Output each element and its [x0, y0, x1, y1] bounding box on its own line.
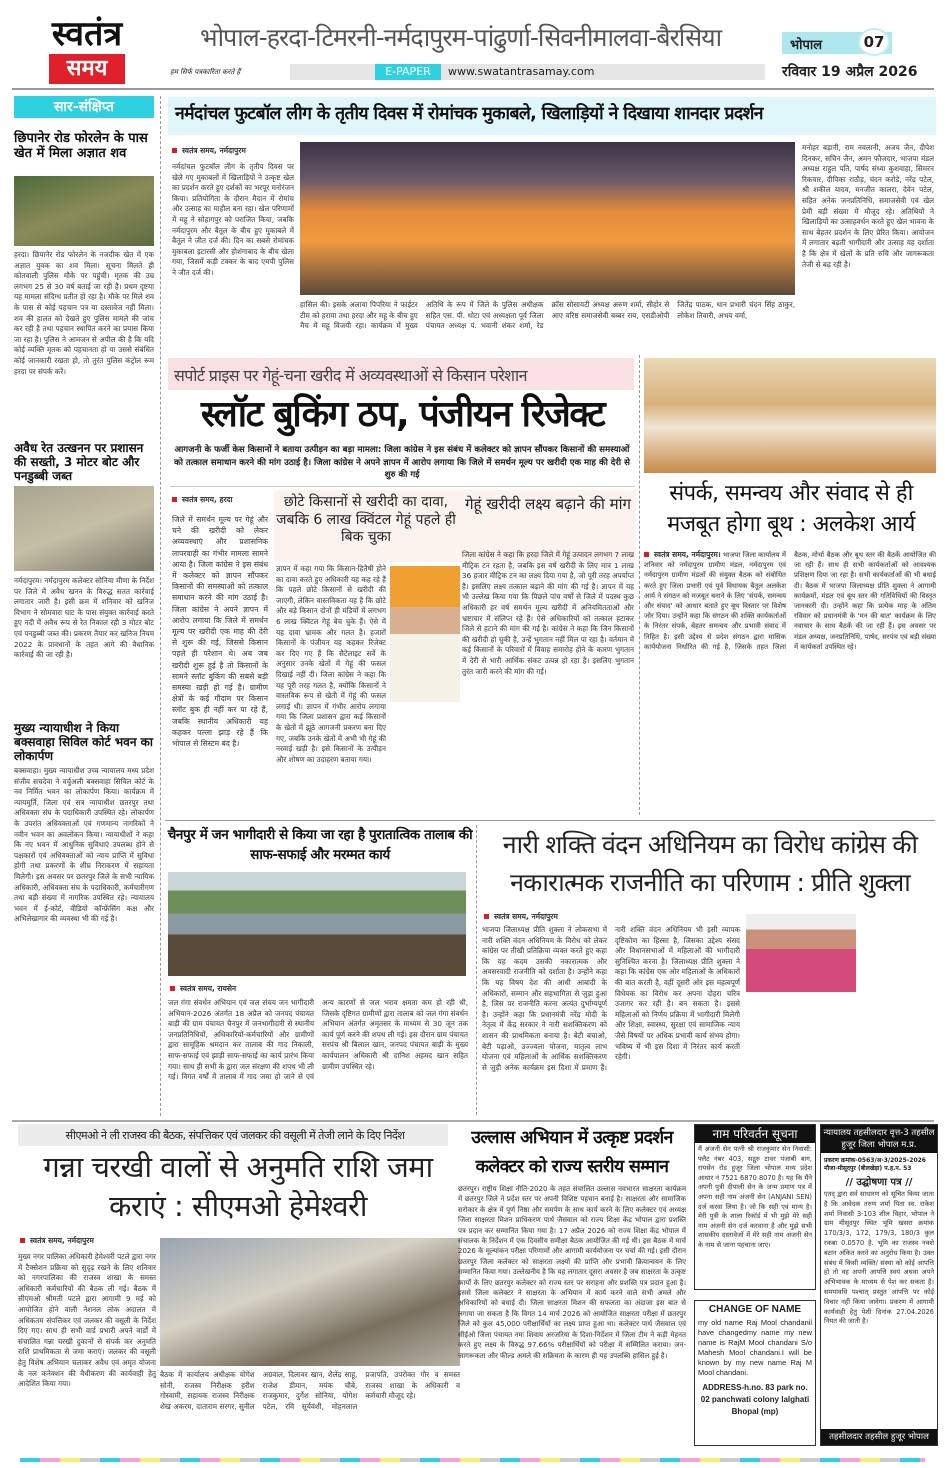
booth-body-text: भाजपा जिला कार्यालय में शनिवार को नर्मदापुरम ग्रामीण मंडल, नर्मदापुरम एवं नर्मदापुरम ग्रामीण मंडलों की संयुक्त बैठक को संबोधित करते हुए जिला प्रभारी एवं पूर्व विधायक बैतूल अलकेश आर्य ने संगठन को मजबूत बनाने के लिए 'संपर्क, समन्वय और संवाद' को आधार बताते हुए बूथ विस्तार पर विशेष जोर दिया। उन्होंने कहा कि संगठन की शक्ति कार्यकर्ताओं के निरंतर संपर्क, बेहतर समन्वय और प्रभावी संवाद में निहित है। इसी उद्देश्य से प्रदेश संगठन द्वारा मासिक कार्ययोजना निर्धारित की गई है, जिसके तहत जिला बैठक, मोर्चा बैठक और बूथ स्तर की बैठकें आयोजित की जा रही हैं। साथ ही सभी कार्यकर्ताओं को आवश्यक प्रशिक्षण दिया जा रहा है। सभी कार्यकर्ताओं की भी बधाई दी। बैठक में भाजपा जिलाध्यक्ष प्रीति शुक्ला ने आगामी कार्यक्रमों, मंडल एवं बूथ स्तर की गतिविधियों की विस्तृत जानकारी दी। उन्होंने कहा कि प्रत्येक माह के अंतिम रविवार को प्रधानमंत्री के 'मन की बात' कार्यक्रम के लिए नवाचार के साथ बैठकें की जा रही हैं। इस अवसर पर मंडल अध्यक्ष, जनप्रतिनिधि, पार्षद, सरपंच एवं बड़ी संख्या में कार्यकर्ता उपस्थित रहे।	[644, 551, 936, 651]
court-body: एतद् द्वारा सर्व साधारण को सूचित किया जाता है कि आवेदक तरुण शर्मा पिता स्व. राकेश शर्मा निवासी 3-103 शील विहार, भोपाल ने ग्राम मीसूदपुर स्थित भूमि खसरा क्रमांक 170/3/3, 172, 179/3, 180/3 कुल रकबा 0.0570 है. भूमि का राजस्व नक्शे बटान अंकित करने का अनुरोध किया है। उक्त संबंध में किसी व्यक्ति/ संस्था को कोई आपत्ति हो तो वह अपनी आपत्ति स्वयं अथवा अपने अभिभावक के माध्यम से पेश कर सकता है। समयावधि पश्चात् प्रस्तुत आपत्ति पर कोई विचार नहीं किया जावेगा। प्रकरण में आगामी कार्यवाही हेतु पेशी दिनांक 27.04.2026 नियत की जाती है।	[824, 1190, 934, 1326]
change-of-name-address: ADDRESS-h.no. 83 park no. 02 panchwati colony lalghati Bhopal (mp)	[700, 1383, 810, 1416]
wheat-sub1-body: ज्ञापन में कहा गया कि किसान-हितैषी होने का दावा करते हुए अधिकारी यह कह रहे हैं कि पहले छोटे किसानों से खरीदी की जाएगी, लेकिन वास्तविकता यह है कि छोटे और बड़े किसान दोनों ही मंडियों में लगभग 6 लाख क्विंटल गेहूं बेच चुके हैं। ऐसे में यह दावा भ्रामक और गलत है। हजारों किसानों के पंजीयन यह कहकर रिजेक्ट कर दिए गए हैं कि सैटेलाइट सर्वे के अनुसार उनके खेतों में गेहूं की फसल दिखाई नहीं दी। जिला कांग्रेस ने कहा कि यह पूरी तरह गलत है, क्योंकि किसानों ने वास्तविक रूप से खेती में गेहूं की फसल लगाई थी। ज्ञापन में गंभीर आरोप लगाया गया कि जिला प्रशासन द्वारा कई किसानों के खेतों में झूठे आगजनी प्रकरण बना दिए गए, जबकि उनके खेतों में अभी भी गेहूं की नरवाई खड़ी है। इसे किसानों के उत्पीड़न और शोषण का उदाहरण बताया गया।	[276, 564, 386, 764]
court-case-number: प्रकरण क्रमांक-0563/अ-3/2025-2026	[824, 1157, 926, 1164]
section-divider-2	[12, 1120, 934, 1122]
change-of-name-title: CHANGE OF NAME	[708, 1304, 802, 1315]
booth-meeting-photo	[644, 358, 936, 473]
sidebar-story3-body: बक्सवाहा। मुख्य न्यायाधीश उच्च न्यायालय मध्य प्रदेश संजीव सचदेवा ने वर्चुअली बक्सवाहा सिविल कोर्ट के नव निर्मित भवन का लोकार्पण किया। कार्यक्रम में न्यायमूर्ति, जिला एवं सत्र न्यायाधीश छतरपुर तथा अधिवक्ता संघ के पदाधिकारी उपस्थित रहे। लोकार्पण के उपरांत अधिवक्ताओं एवं गणमान्य नागरिकों ने नवीन भवन का अवलोकन किया। न्यायाधीशों ने कहा कि नए भवन में आधुनिक सुविधाएं उपलब्ध होने से पक्षकारों एवं अधिवक्ताओं को न्याय प्राप्ति में सुविधा होगी तथा प्रकरणों के शीघ्र निराकरण में सहायता मिलेगी। इस अवसर पर छतरपुर जिले के सभी न्यायिक अधिकारी, अधिवक्ता संघ के पदाधिकारी, कर्मचारीगण तथा बड़ी संख्या में नागरिक उपस्थित रहे। न्यायालय भवन में ई-कोर्ट, वीडियो कॉन्फ्रेंसिंग कक्ष और अभिलेखागार की व्यवस्था भी की गई है।	[14, 766, 154, 924]
color-registration-bar	[20, 1458, 925, 1462]
wheat-sub1-headline: छोटे किसानों से खरीदी का दावा, जबकि 6 लाख क्विंटल गेहूं पहले ही बिक चुका	[276, 494, 456, 545]
wheat-sub2-headline: गेहूं खरीदी लक्ष्य बढ़ाने की मांग	[465, 495, 631, 513]
city-label: भोपाल	[790, 38, 823, 53]
change-of-name-notice	[694, 1300, 816, 1446]
change-of-name-body: my old name Raj Mool chandanil have changedmy name my new name is RajM Mool chandani S/o Mahesh Mool chandani.I will be known by my new name Raj M Mool chandani.	[698, 1318, 812, 1377]
sidebar-story1-body: हरदा। छिपानेर रोड फोरलेन के नजदीक खेत में एक अज्ञात युवक का शव मिला। सूचना मिलते ही कोतवाली पुलिस मौके पर पहुंची। मृतक की उम्र लगभग 25 से 30 वर्ष बताई जा रही है। प्रथम दृष्टया यह मामला संदिग्ध प्रतीत हो रहा है। मौके पर मिले शव के पास से कोई पहचान पत्र या दस्तावेज नहीं मिला। शव की हालत को देखते हुए पुलिस मामले की जांच कर रही है तथा पहचान स्थापित करने का प्रयास किया जा रहा है। पुलिस ने आमजन से अपील की है कि यदि कोई व्यक्ति मृतक को पहचानता हो या उससे संबंधित कोई जानकारी रखता हो, तो तुरंत पुलिस कंट्रोल रूम हरदा पर संपर्क करें।	[14, 250, 154, 376]
wheat-dateline: स्वतंत्र समय, हरदा	[172, 495, 232, 505]
wheat-deck: आगजनी के फर्जी केस किसानों ने बताया उत्पीड़न का बड़ा मामला: जिला कांग्रेस ने इस संबंध में कलेक्टर को ज्ञापन सौंपकर किसानों की समस्याओं को तत्काल समाधान करने की मांग उठाई है। जिला कांग्रेस ने अपने ज्ञापन में आरोप लगाया कि जिले में समर्थन मूल्य पर खरीदी एक माह की देरी से शुरु की गई	[174, 445, 630, 480]
masthead-logo	[28, 14, 146, 88]
center-divider	[639, 355, 640, 815]
football-right-body: मनोहर बड़ानी, राम नवलानी, अजय जैन, दीपेश दिनकर, सचिन जैन, अमन फौजदार, भाजपा मंडल अध्यक्ष राहुल पति, पार्षद संध्या कुशवाहा, सिमरन रिकवार, दीपिका राठौड़, चंदन करोडे, नरेंद्र पटेल, श्री शकील यादव, मनजीत कालरा, देवेन पटेल, सहित अनेक जनप्रतिनिधि, समाजसेवी एवं खेल प्रेमी बड़ी संख्या में मौजूद रहे। अतिथियों ने खिलाड़ियों का उत्साहवर्धन करते हुए खेल भावना के साथ बेहतर प्रदर्शन के लिए प्रेरित किया। आयोजन में लगातार बढ़ती भागीदारी और उत्साह यह दर्शाता है कि क्षेत्र में खेलों के प्रति रुचि और जागरूकता तेजी से बढ़ रही है।	[802, 143, 934, 269]
pond-divider	[476, 825, 477, 1115]
wheat-col1: जिले में समर्थन मूल्य पर गेहूं और चने की खरीदी को लेकर अव्यवस्थाएं और प्रशासनिक लापरवाही का गंभीर मामला सामने आया है। जिला कांग्रेस ने इस संबंध में कलेक्टर को ज्ञापन सौंपकर किसानों की समस्याओं को तत्काल समाधान करने की मांग उठाई है। जिला कांग्रेस ने अपने ज्ञापन में आरोप लगाया कि जिले में समर्थन मूल्य पर खरीदी एक माह की देरी से शुरू की गई, जिससे किसान पहले ही परेशान थे। अब जब खरीदी शुरू हुई है तो किसानों के सामने स्लॉट बुकिंग की सबसे बड़ी समस्या खड़ी हो गई है। ग्रामीण क्षेत्रों के कई गौदाम पर किसान स्लॉट बुक ही नहीं कर पा रहे हैं, जबकि स्थानीय अधिकारी यह कहकर पल्ला झाड़ रहे हैं कि भोपाल से सिस्टम बंद है।	[172, 515, 268, 749]
wheat-congress-leader-photo	[390, 566, 460, 702]
pond-body: जल गंगा संवर्धन अभियान एवं जल संचय जन भागीदारी अभियान-2026 अंतर्गत 18 अप्रैल को जनपद पंचायत बाड़ी की ग्राम पंचायत चैनपुर में जनभागीदारी से स्थानीय जनप्रतिनिधियों, अधिकारियों-कर्मचारियों और ग्रामीणों द्वारा सामूहिक श्रमदान कर तालाब की गाद निकाली, साफ-सफाई एवं झाड़ी साफ-सफाई का कार्य प्रारंभ किया गया। साथ ही सभी के द्वारा जल संरक्षण की शपथ भी ली गई। विगत वर्षों में तालाब में गाद जमा हो जाने से एवं अन्य कारणों से जल भराव क्षमता कम हो रही थी, जिसके दृष्टिगत ग्रामीणों द्वारा तालाब को जल गंगा संवर्धन अभियान अंतर्गत अमृतसर के माध्यम से 30 जून तक कार्य पूर्ण करने की शपथ ली गई। इस दौरान ग्राम पंचायत सरपंच श्री बिलाल खान, जनपद पंचायत बाड़ी के मुख्य कार्यपालन अधिकारी श्री दानिश अहमद खान सहित ग्रामीण उपस्थित रहे।	[168, 998, 468, 1082]
name-change-notice	[694, 1124, 816, 1290]
pond-cleaning-photo	[168, 872, 466, 976]
football-team-photo	[300, 142, 795, 295]
sidebar-story1-photo	[14, 176, 154, 246]
ganna-kicker: सीएमओ ने ली राजस्व की बैठक, संपत्तिकर एवं जलकर की वसूली में तेजी लाने के दिए निर्देश	[65, 1129, 405, 1142]
nari-headline: नारी शक्ति वंदन अधिनियम का विरोध कांग्रेस की नकारात्मक राजनीति का परिणाम : प्रीति शुक्ला	[502, 830, 918, 897]
preeti-shukla-photo	[746, 914, 856, 992]
nari-body: भाजपा जिलाध्यक्ष प्रीति शुक्ला ने लोकसभा में नारी शक्ति वंदन अधिनियम के विरोध को लेकर कांग्रेस पर तीखी प्रतिक्रिया व्यक्त करते हुए कहा कि यह कदम उसकी नकारात्मक और अवसरवादी राजनीति को दर्शाता है। उन्होंने कहा कि यह विषय देश की आधी आबादी के अधिकारों, सम्मान और सहभागिता से जुड़ा हुआ है, जिस पर राजनीति करना अत्यंत दुर्भाग्यपूर्ण है। उन्होंने कहा कि प्रधानमंत्री नरेंद्र मोदी के नेतृत्व में केंद्र सरकार ने नारी सशक्तिकरण को शासन की प्राथमिकता बनाया है। बेटी बचाओ, बेटी पढ़ाओ, उज्ज्वला योजना, मातृत्व लाभ योजना एवं महिलाओं के आर्थिक सशक्तिकरण से जुड़ी अनेक कार्यक्रम इस दिशा में प्रमाण हैं। नारी शक्ति वंदन अधिनियम भी इसी व्यापक दृष्टिकोण का हिस्सा है, जिसका उद्देश्य संसद और विधानसभाओं में महिलाओं की भागीदारी सुनिश्चित करना है। जिलाध्यक्ष प्रीति शुक्ला ने कहा कि कांग्रेस एक ओर महिलाओं के अधिकारों की बात करती है, वहीं दूसरी ओर इस महत्वपूर्ण विधेयक का विरोध कर अपना दोहरा चरित्र उजागर कर रही है। बन सकता है। इससे महिलाओं को निर्णय प्रक्रिया में भागीदारी मिलेगी और शिक्षा, स्वास्थ्य, सुरक्षा एवं सामाजिक न्याय जैसे विषयों पर अधिक प्रभावी कार्य संभव होगा। भविष्य में भी इस दिशा में निरंतर कार्य करती रहेगी।	[482, 925, 740, 1072]
logo-bottom: समय	[49, 54, 125, 84]
wheat-sub1-body-cont	[390, 706, 460, 814]
masthead-divider	[12, 88, 934, 90]
website-link[interactable]: www.swatantrasamay.com	[448, 65, 595, 78]
name-change-body: मैं अंजनी सेन पत्नी श्री राजकुमार सेन निवासी: फ्लैट नंबर 403, सद्गुरु टावर पंजाबी बाग, रायसेन रोड हुजूर जिला भोपाल मध्य प्रदेश आधार नं 7521 6870 8070 है। यह कि मैंने अपनी पुत्री दीपाली सेन के जन्म प्रमाण पत्र में अपना सही नाम अंजनी सेन (ANJANI SEN) दर्ज करवा लिया है। जो कि सही एवं मान्य है। मेरी पुत्री के शाला रिकॉर्ड में भी मुझे मेरे सही नाम अंजनी सेन दर्ज करवाना है और मुझे सभी शासकीय दस्तावेजों में मेरे सही नाम अंजनी सेन के नाम से जाना पहचाना जाए।	[698, 1145, 812, 1249]
ganna-caption: बैठक में कार्यालय अधीक्षक योगेश सोनी, राजस्व निरीक्षक हरीश गोस्वामी, सहायक राजस्व निरीक्षक शेख अकरम, दाताराम सरगर, सुनील अग्रवाल, दिलावर खान, शैलेंद्र साहू, राजेश डीमान, मयंक चौबे, राजकुमार, दुर्गेश सोनिया, योगेश पटेल, रवि सूर्यवंशी, मोहनलाल प्रजापति, उपरोक्त गौर व समस्त राजस्व शाखा के अधिकारी व कर्मचारी मौजूद रहे।	[160, 1370, 460, 1411]
ganna-headline: गन्ना चरखी वालों से अनुमति राशि जमा कराएं : सीएमओ हेमेश्वरी	[43, 1150, 433, 1223]
sidebar-story1-headline: छिपानेर रोड फोरलेन के पास खेत में मिला अज्ञात शव	[14, 131, 148, 161]
tagline: हम सिर्फ पत्रकारिता करते हैं	[170, 68, 241, 76]
logo-top: स्वतंत्र	[51, 14, 123, 54]
court-subtitle: // उद्घोषणा पत्र //	[845, 1177, 913, 1188]
wheat-sub2-body: जिला कांग्रेस ने कहा कि हरदा जिले में गेहूं उत्पादन लगभग 7 लाख मीट्रिक टन रहता है, जबकि इस वर्ष खरीदी के लिए मात्र 1 लाख 36 हजार मीट्रिक टन का लक्ष्य दिया गया है, जो पूरी तरह अपर्याप्त है। इसलिए लक्ष्य तत्काल बढ़ाने की मांग की गई है। ज्ञापन में यह भी उल्लेख किया गया कि पिछले पांच वर्षों से जिले में पदस्थ कुछ अधिकारी हर वर्ष समर्थन मूल्य खरीदी में अनियमितताओं और भ्रष्टाचार में संलिप्त रहे हैं। ऐसे अधिकारियों को तत्काल हटाकर जिले से हटाने की मांग की गई है। कांग्रेस ने कहा कि जिन किसानों की खरीदी हो चुकी है, उन्हें भुगतान नहीं मिल पा रहा है। वर्तमान में कई किसानों के परिवारों में विवाह समारोह होने के कारण भुगतान में देरी से भारी आर्थिक संकट उत्पन्न हो रहा है। इसलिए भुगतान तुरंत जारी करने की मांग की गई।	[462, 550, 634, 676]
court-notice-title: न्यायालय तहसीलदार वृत्त-3 तहसील हुजूर जिला भोपाल म.प्र.	[821, 1125, 937, 1153]
ganna-body: मुख्य नगर पालिका अधिकारी हेमेश्वरी पटले द्वारा नगर में टैक्सेशन प्रक्रिया को सुदृढ़ रखने के लिए शनिवार को नगरपालिका की राजस्व शाखा के समस्त अधिकारी कर्मचारियों की बैठक ली गई। बैठक में सीएमओ श्रीमती पटले द्वारा आगामी 9 मई को आयोजित होने वाली नेशनल लोक अदालत में अधिकतम संपत्तिकर एवं जलकर की वसूली के निर्देश दिए गए। साथ ही सभी वार्ड प्रभारी अपने वार्डों में संचालित गन्ना चरखी दुकानों से संपर्क कर अनुमति राशि प्राथमिकता से जमा कराएं। जलकर की वसूली हेतु विशेष अभियान चलाकर अवैध एवं अमृत योजना के नल कनेक्शन की वैधीकरण की कार्यवाही हेतु आदेशित किया गया।	[18, 1252, 156, 1389]
ullas-headline: उल्लास अभियान में उत्कृष्ट प्रदर्शन कलेक्टर को राज्य स्तरीय सम्मान	[471, 1128, 673, 1177]
sidebar-divider	[160, 96, 161, 1116]
pond-dateline: स्वतंत्र समय, रायसेन	[170, 984, 236, 994]
court-village: मौजा-मीसूदपुर (बीलखेड़ा) प.ह.न. 53	[824, 1165, 912, 1172]
wheat-kicker: सपोर्ट प्राइस पर गेहूं-चना खरीद में अव्यवस्थाओं से किसान परेशान	[174, 366, 527, 385]
page-number: 07	[858, 28, 890, 56]
section-divider-1	[165, 820, 935, 821]
pond-headline: चैनपुर में जन भागीदारी से किया जा रहा है पुरातात्विक तालाब की साफ-सफाई और मरम्मत कार्य	[167, 827, 473, 863]
nari-body-right	[862, 912, 936, 1112]
football-dateline: स्वतंत्र समय, नर्मदापुरम	[172, 146, 246, 156]
court-notice	[820, 1124, 938, 1446]
football-caption-body: हासिल की। इसके अलावा पिपरिया ने फाईटर टीम को हराया तथा हरदा और महू के बीच हुए मैच में महू विजयी रहा। कार्यक्रम में मुख्य अतिथि के रूप में जिले के पुलिस अधीक्षक सहित एस. पी. धोटा एवं अध्यक्षता पूर्व जिला पंचायत अध्यक्ष पं. भवानी शंकर शर्मा, रेड क्रॉस सोसायटी अध्यक्ष अरुण शर्मा, सीहोर से आए वरिष्ठ समाजसेवी बब्बर राय, एसडीओपी जितेंद्र पाठक, धान प्रभारी चंदन सिंह ठाकुर, लोकेश तिवारी, अभय वर्मा,	[300, 300, 795, 331]
ullas-body: छतरपुर। राष्ट्रीय शिक्षा नीति-2020 के तहत संचालित उल्लास नवभारत साक्षरता कार्यक्रम में छतरपुर जिले ने प्रदेश स्तर पर अपनी विशिष्ट पहचान बनाई है। साक्षरता और सामाजिक सरोकार के क्षेत्र में पूर्ण निष्ठा और समर्पण के साथ कार्य करने के लिए कलेक्टर एवं अध्यक्ष जिला साक्षरता मिशन प्राधिकरण पार्थ जैसवाल को राज्य शिक्षा केंद्र भोपाल द्वारा प्रशस्ति पत्र प्रदान कर सम्मानित किया गया है। 17 अप्रैल 2026 को राज्य शिक्षा केंद्र भोपाल में संचालक के निर्देशन में एक दिवसीय समीक्षा बैठक आयोजित की गई थी। इस बैठक में मार्च 2026 के मूल्यांकन परीक्षा परिणामों और आगामी कार्ययोजना पर चर्चा की गई। इसी दौरान छतरपुर जिला कलेक्टर को साक्षरता लक्ष्यों की प्राप्ति और प्रभावी क्रियान्वयन के लिए सम्मानित किया गया। उल्लेखनीय है कि यह लगातार दूसरा अवसर है जब साक्षरता के उत्कृष्ट कार्यों के लिए छतरपुर कलेक्टर को राज्य स्तर पर सराहना और प्रशस्ति पत्र प्रदान हुआ है। इससे जिला कलेक्टर ने साक्षरता के अभियान में कार्य करने वाले सभी अमले और अधिकारियों को बधाई दी। जिला साक्षरता मिशन की सफलता का अंदाजा इस बात से लगाया जा सकता है कि विगत 14 मार्च 2026 को आयोजित साक्षरता परीक्षा में छतरपुर जिले को कुल 45,000 परीक्षार्थियों का लक्ष्य प्राप्त हुआ था। कलेक्टर पार्थ जैसवाल एवं सीईओ जिला पंचायत नमः शिवाय अरजरिया के दिशा-निर्देशन में जिला टीम ने कड़ी मेहनत करते हुए लक्ष्य के विरुद्ध 97.66% परीक्षार्थियों को परीक्षा में सम्मिलित कराया। जन-जागरूकता और फील्ड अमले की सक्रियता के कारण ही यह उपलब्धि हासिल हुई है।	[458, 1185, 686, 1360]
booth-dateline: स्वतंत्र समय, नर्मदापुरम।	[644, 550, 721, 559]
nari-dateline: स्वतंत्र समय, नर्मदापुरम	[484, 912, 558, 922]
booth-headline: संपर्क, समन्वय और संवाद से ही मजबूत होगा बूथ : अलकेश आर्य	[667, 481, 915, 537]
booth-body	[644, 550, 936, 815]
sidebar-story2-headline: अवैध रेत उत्खनन पर प्रशासन की सख्ती, 3 मोटर बोट और पनडुब्बी जब्त	[14, 441, 144, 483]
sidebar-section-title: सार-संक्षिप्त	[14, 96, 154, 118]
ganna-dateline: स्वतंत्र समय, नर्मदापुरम	[20, 1236, 94, 1246]
sidebar-story3-headline: मुख्य न्यायाधीश ने किया बक्सवाहा सिविल कोर्ट भवन का लोकार्पण	[14, 721, 154, 763]
epaper-label: E-PAPER	[375, 64, 441, 80]
edition-list: भोपाल-हरदा-टिमरनी-नर्मदापुरम-पांढुर्णा-सिवनीमालवा-बैरसिया	[200, 23, 722, 52]
sidebar-story2-photo	[14, 486, 154, 571]
sidebar-story2-body: नर्मदापुरम। नर्मदापुरम कलेक्टर सोनिया मीणा के निर्देश पर जिले में अवैध खनन के विरुद्ध सतत कार्रवाई लगातार जारी है। इसी क्रम में शनिवार को खनिज विभाग ने सोमवारा घाट के पास संयुक्त कार्रवाई करते हुए नदी में अवैध रूप से रेत निकाल रही 3 मोटर बोट एवं पनडुब्बी जब्त की। प्रकरण तैयार कर खनिज नियम 2022 के प्रावधानों के तहत आगे की वैधानिक कार्रवाई की जा रही है।	[14, 576, 154, 660]
wheat-divider	[170, 486, 635, 487]
issue-date: रविवार 19 अप्रैल 2026	[782, 64, 918, 80]
football-body: नर्मदांचल फुटबॉल लीग के तृतीय दिवस पर खेले गए मुकाबलों में खिलाड़ियों ने उत्कृष्ट खेल का प्रदर्शन करते हुए दर्शकों का भरपूर मनोरंजन किया। प्रतियोगिता के दौरान मैदान में रोमांच और उत्साह का माहौल बना रहा। खेल परिणामों में महू ने सोहागपुर को पराजित किया, जबकि नर्मदापुरम और बैतूल के बीच हुए मुकाबले में बैतूल ने जीत दर्ज की। दिन का सबसे रोमांचक मुकाबला इटारसी और होशंगाबाद के बीच खेला गया, जिसमें कड़ी टक्कर के बाद एमपी पुलिस ने जीत दर्ज की।	[172, 162, 294, 277]
football-headline: नर्मदांचल फुटबॉल लीग के तृतीय दिवस में रोमांचक मुकाबले, खिलाड़ियों ने दिखाया शानदार प्रदर्शन	[175, 104, 763, 124]
ganna-meeting-photo	[160, 1238, 460, 1366]
name-change-title: नाम परिवर्तन सूचना	[695, 1125, 815, 1143]
court-signature: तहसीलदार तहसील हुजूर भोपाल	[821, 1429, 937, 1445]
wheat-headline: स्लॉट बुकिंग ठप, पंजीयन रिजेक्ट	[200, 394, 605, 435]
